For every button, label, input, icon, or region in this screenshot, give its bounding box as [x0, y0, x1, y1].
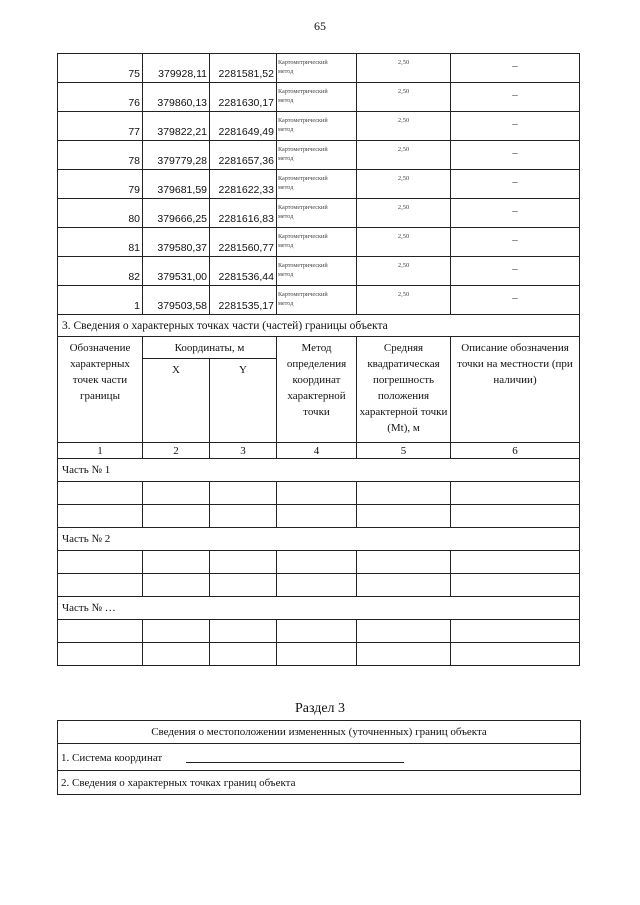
header-coords: Координаты, м [143, 337, 277, 359]
point-number: 1 [58, 286, 143, 315]
point-number: 76 [58, 83, 143, 112]
description: – [451, 54, 580, 83]
coord-row [58, 83, 580, 112]
coord-row [58, 170, 580, 199]
header-description: Описание обозначения точки на местности (при наличии) [451, 337, 580, 443]
point-number: 78 [58, 141, 143, 170]
header-y: Y [210, 359, 277, 443]
description: – [451, 170, 580, 199]
razdel-3-table [57, 720, 581, 795]
coord-x: 379580,37 [143, 228, 210, 257]
method: Картометрический метод [277, 286, 357, 315]
description: – [451, 286, 580, 315]
mt-value: 2,50 [357, 228, 451, 257]
section-3-title: 3. Сведения о характерных точках части (частей) границы объекта [58, 315, 580, 337]
razdel-3-title: Раздел 3 [294, 701, 346, 716]
part-n-row-2 [58, 643, 580, 666]
mt-value: 2,50 [357, 141, 451, 170]
coord-system-row [58, 744, 581, 771]
mt-value: 2,50 [357, 286, 451, 315]
description: – [451, 257, 580, 286]
coord-row [58, 228, 580, 257]
coord-row [58, 112, 580, 141]
coord-x: 379860,13 [143, 83, 210, 112]
col-index-6: 6 [451, 443, 580, 459]
coord-x: 379531,00 [143, 257, 210, 286]
method: Картометрический метод [277, 112, 357, 141]
coord-x: 379779,28 [143, 141, 210, 170]
mt-value: 2,50 [357, 257, 451, 286]
coord-row [58, 199, 580, 228]
method: Картометрический метод [277, 141, 357, 170]
mt-value: 2,50 [357, 170, 451, 199]
coord-x: 379928,11 [143, 54, 210, 83]
coord-system-field[interactable] [186, 750, 404, 763]
coord-y: 2281616,83 [210, 199, 277, 228]
part-2-row-1 [58, 551, 580, 574]
header-method: Метод определения координат характерной точки [277, 337, 357, 443]
mt-value: 2,50 [357, 54, 451, 83]
boundary-points-label: 2. Сведения о характерных точках границ объекта [58, 771, 581, 795]
mt-value: 2,50 [357, 112, 451, 141]
coord-x: 379822,21 [143, 112, 210, 141]
coord-y: 2281649,49 [210, 112, 277, 141]
coord-y: 2281622,33 [210, 170, 277, 199]
method: Картометрический метод [277, 83, 357, 112]
description: – [451, 83, 580, 112]
coord-x: 379503,58 [143, 286, 210, 315]
method: Картометрический метод [277, 257, 357, 286]
coord-y: 2281581,52 [210, 54, 277, 83]
coord-y: 2281536,44 [210, 257, 277, 286]
header-x: X [143, 359, 210, 443]
method: Картометрический метод [277, 170, 357, 199]
mt-value: 2,50 [357, 199, 451, 228]
mt-value: 2,50 [357, 83, 451, 112]
coord-row [58, 54, 580, 83]
coord-x: 379681,59 [143, 170, 210, 199]
coord-row [58, 257, 580, 286]
header-mt: Средняя квадратическая погрешность положения характерной точки (Mt), м [357, 337, 451, 443]
description: – [451, 199, 580, 228]
col-index-1: 1 [58, 443, 143, 459]
coord-system-label: 1. Система координат [61, 752, 163, 764]
part-1-row-1 [58, 482, 580, 505]
method: Картометрический метод [277, 199, 357, 228]
coord-x: 379666,25 [143, 199, 210, 228]
point-number: 77 [58, 112, 143, 141]
part-1-row-2 [58, 505, 580, 528]
col-index-5: 5 [357, 443, 451, 459]
description: – [451, 112, 580, 141]
razdel-3-header: Сведения о местоположении измененных (уточненных) границ объекта [58, 721, 581, 744]
coord-rows [58, 54, 580, 315]
col-index-2: 2 [143, 443, 210, 459]
col-index-3: 3 [210, 443, 277, 459]
method: Картометрический метод [277, 228, 357, 257]
part-2-row-2 [58, 574, 580, 597]
header-designation: Обозначение характерных точек части границы [58, 337, 143, 443]
coord-row [58, 286, 580, 315]
description: – [451, 141, 580, 170]
point-number: 81 [58, 228, 143, 257]
part-n-row-1 [58, 620, 580, 643]
boundary-points-table [57, 53, 580, 666]
point-number: 79 [58, 170, 143, 199]
coord-y: 2281560,77 [210, 228, 277, 257]
point-number: 80 [58, 199, 143, 228]
point-number: 82 [58, 257, 143, 286]
coord-y: 2281630,17 [210, 83, 277, 112]
point-number: 75 [58, 54, 143, 83]
part-n-label: Часть № … [58, 597, 580, 620]
part-1-label: Часть № 1 [58, 459, 580, 482]
part-2-label: Часть № 2 [58, 528, 580, 551]
col-index-4: 4 [277, 443, 357, 459]
coord-row [58, 141, 580, 170]
page-number: 65 [314, 19, 326, 33]
method: Картометрический метод [277, 54, 357, 83]
coord-y: 2281657,36 [210, 141, 277, 170]
description: – [451, 228, 580, 257]
coord-y: 2281535,17 [210, 286, 277, 315]
